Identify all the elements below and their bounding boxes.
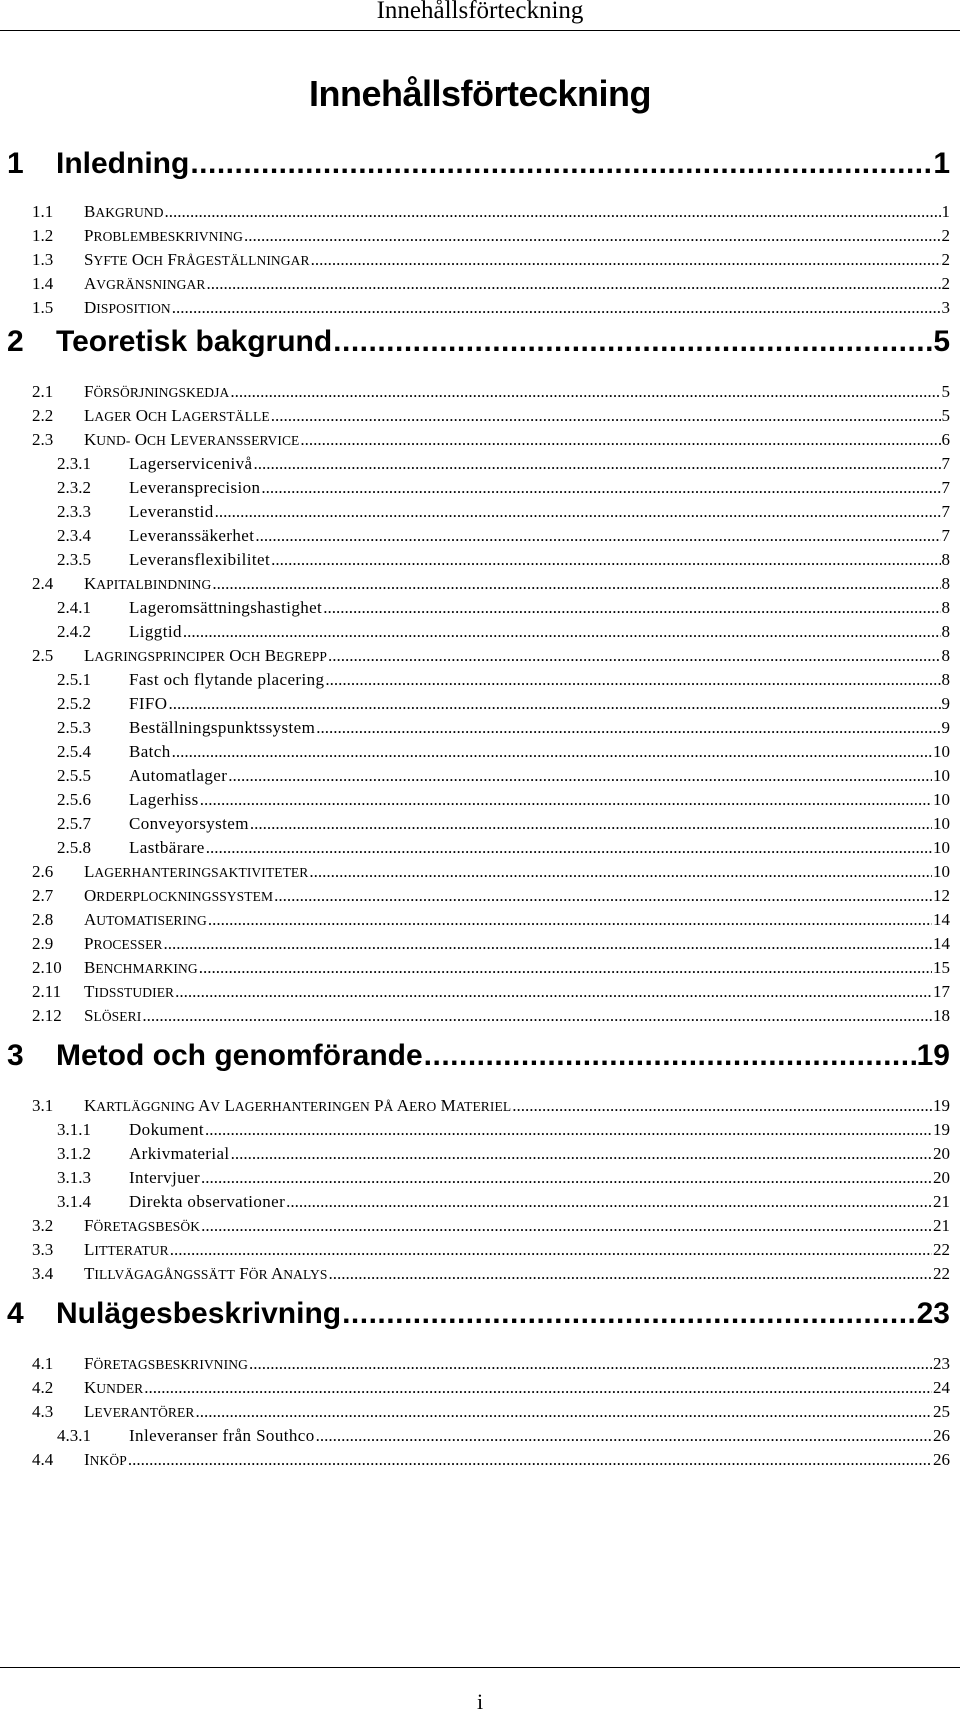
toc-entry-level-3[interactable] — [57, 692, 950, 716]
toc-dot-leader — [142, 1004, 932, 1028]
toc-entry-title: BAKGRUND — [84, 202, 164, 221]
toc-dot-leader — [205, 1118, 932, 1142]
header-rule — [0, 30, 960, 31]
toc-entry-title: LAGRINGSPRINCIPER OCH BEGREPP — [84, 646, 327, 665]
toc-entry-number: 2.3.1 — [57, 454, 91, 473]
toc-entry-level-1[interactable] — [7, 144, 950, 184]
toc-entry-title: FÖRSÖRJNINGSKEDJA — [84, 382, 230, 401]
toc-entry-level-3[interactable] — [57, 788, 950, 812]
toc-entry-level-3[interactable] — [57, 620, 950, 644]
toc-dot-leader — [274, 884, 932, 908]
toc-entry-level-2[interactable] — [32, 1262, 950, 1286]
toc-entry-level-2[interactable] — [32, 1214, 950, 1238]
toc-entry-number: 2.10 — [32, 958, 62, 977]
toc-entry-title: Lageromsättningshastighet — [129, 598, 323, 617]
toc-entry-number: 3.1 — [32, 1096, 54, 1115]
toc-dot-leader — [201, 1166, 932, 1190]
toc-entry-page: 7 — [941, 502, 950, 521]
toc-entry-level-2[interactable] — [32, 1448, 950, 1472]
toc-entry-title: Lagerhiss — [129, 790, 199, 809]
toc-dot-leader — [328, 644, 941, 668]
toc-entry-title: Leveranssäkerhet — [129, 526, 255, 545]
toc-entry-title: Leveransflexibilitet — [129, 550, 271, 569]
toc-entry-number: 3.1.2 — [57, 1144, 91, 1163]
toc-entry-level-1[interactable] — [7, 1294, 950, 1334]
toc-entry-level-2[interactable] — [32, 956, 950, 980]
toc-entry-level-2[interactable] — [32, 644, 950, 668]
toc-entry-level-2[interactable] — [32, 884, 950, 908]
toc-entry-number: 2.3.2 — [57, 478, 91, 497]
toc-entry-number: 2.12 — [32, 1006, 62, 1025]
running-header: Innehållsförteckning — [376, 0, 584, 24]
toc-entry-level-2[interactable] — [32, 404, 950, 428]
toc-entry-title: DISPOSITION — [84, 298, 171, 317]
page-number: i — [476, 1689, 484, 1714]
toc-entry-title: Direkta observationer — [129, 1192, 286, 1211]
toc-entry-number: 2.11 — [32, 982, 62, 1001]
toc-entry-level-2[interactable] — [32, 272, 950, 296]
toc-entry-title: Arkivmaterial — [129, 1144, 230, 1163]
toc-dot-leader — [212, 572, 940, 596]
toc-entry-number: 1.4 — [32, 274, 54, 293]
toc-dot-leader — [208, 908, 932, 932]
toc-entry-title: Beställningspunktssystem — [129, 718, 316, 737]
toc-entry-number: 2.2 — [32, 406, 54, 425]
toc-entry-page: 21 — [933, 1216, 950, 1235]
toc-entry-page: 2 — [941, 226, 950, 245]
toc-entry-title: PROBLEMBESKRIVNING — [84, 226, 243, 245]
toc-dot-leader — [228, 764, 932, 788]
toc-entry-page: 2 — [941, 250, 950, 269]
toc-entry-title: LEVERANTÖRER — [84, 1402, 195, 1421]
toc-entry-level-1[interactable] — [7, 322, 950, 362]
toc-entry-title: KARTLÄGGNING AV LAGERHANTERINGEN PÅ AERO MATERIEL — [84, 1096, 512, 1115]
toc-dot-leader — [165, 200, 941, 224]
toc-entry-number: 2.3.4 — [57, 526, 91, 545]
toc-entry-title: KUNDER — [84, 1378, 144, 1397]
toc-entry-title: Metod och genomförande — [56, 1039, 423, 1072]
toc-entry-number: 2.5.5 — [57, 766, 91, 785]
toc-entry-title: BENCHMARKING — [84, 958, 198, 977]
toc-entry-title: Liggtid — [129, 622, 182, 641]
toc-dot-leader — [206, 836, 932, 860]
toc-entry-title: FIFO — [129, 694, 168, 713]
toc-entry-level-2[interactable] — [32, 1004, 950, 1028]
toc-dot-leader — [201, 1214, 932, 1238]
toc-dot-leader — [190, 144, 932, 184]
toc-entry-title: KAPITALBINDNING — [84, 574, 212, 593]
toc-dot-leader — [175, 980, 932, 1004]
toc-entry-page: 9 — [941, 718, 950, 737]
toc-entry-title: LAGERHANTERINGSAKTIVITETER — [84, 862, 309, 881]
toc-entry-title: Fast och flytande placering — [129, 670, 325, 689]
toc-entry-number: 2.5.2 — [57, 694, 91, 713]
toc-entry-number: 2.9 — [32, 934, 54, 953]
toc-entry-title: TILLVÄGAGÅNGSSÄTT FÖR ANALYS — [84, 1264, 328, 1283]
toc-entry-number: 3.1.3 — [57, 1168, 91, 1187]
toc-entry-number: 2.5.8 — [57, 838, 91, 857]
toc-entry-title: AVGRÄNSNINGAR — [84, 274, 206, 293]
toc-dot-leader — [316, 716, 940, 740]
toc-entry-title: Conveyorsystem — [129, 814, 249, 833]
toc-dot-leader — [168, 692, 940, 716]
toc-entry-number: 3.4 — [32, 1264, 54, 1283]
toc-dot-leader — [215, 500, 941, 524]
toc-entry-number: 2.5.7 — [57, 814, 91, 833]
toc-dot-leader — [311, 248, 941, 272]
toc-entry-page: 10 — [933, 766, 950, 785]
toc-entry-level-1[interactable] — [7, 1036, 950, 1076]
toc-entry-level-3[interactable] — [57, 1424, 950, 1448]
toc-entry-title: Inleveranser från Southco — [129, 1426, 315, 1445]
toc-entry-number: 4.3.1 — [57, 1426, 91, 1445]
toc-dot-leader — [261, 476, 940, 500]
toc-entry-page: 21 — [933, 1192, 950, 1211]
toc-entry-level-2[interactable] — [32, 860, 950, 884]
toc-entry-page: 18 — [933, 1006, 950, 1025]
toc-entry-number: 1.2 — [32, 226, 54, 245]
toc-entry-page: 26 — [933, 1450, 950, 1469]
toc-entry-number: 2.8 — [32, 910, 54, 929]
toc-entry-page: 6 — [941, 430, 950, 449]
toc-entry-page: 8 — [941, 598, 950, 617]
toc-dot-leader — [271, 404, 941, 428]
toc-entry-level-2[interactable] — [32, 908, 950, 932]
toc-entry-level-2[interactable] — [32, 224, 950, 248]
toc-entry-level-3[interactable] — [57, 548, 950, 572]
toc-entry-title: Leveranstid — [129, 502, 214, 521]
toc-entry-level-3[interactable] — [57, 836, 950, 860]
toc-dot-leader — [207, 272, 941, 296]
toc-entry-number: 2.4 — [32, 574, 54, 593]
toc-entry-page: 8 — [941, 550, 950, 569]
toc-entry-title: Intervjuer — [129, 1168, 201, 1187]
toc-entry-level-3[interactable] — [57, 500, 950, 524]
toc-dot-leader — [231, 1142, 932, 1166]
toc-entry-level-3[interactable] — [57, 1118, 950, 1142]
toc-entry-page: 22 — [933, 1240, 950, 1259]
toc-entry-number: 2 — [7, 325, 24, 358]
toc-entry-page: 10 — [933, 838, 950, 857]
toc-entry-number: 2.4.2 — [57, 622, 91, 641]
toc-entry-title: Teoretisk bakgrund — [56, 325, 333, 358]
toc-dot-leader — [164, 932, 932, 956]
toc-entry-number: 3.1.4 — [57, 1192, 91, 1211]
toc-entry-number: 4.1 — [32, 1354, 54, 1373]
toc-dot-leader — [309, 860, 932, 884]
toc-entry-number: 2.6 — [32, 862, 54, 881]
toc-entry-page: 8 — [941, 646, 950, 665]
toc-entry-page: 19 — [916, 1039, 950, 1072]
toc-entry-title: Inledning — [56, 147, 190, 180]
toc-entry-level-3[interactable] — [57, 716, 950, 740]
toc-entry-number: 3.2 — [32, 1216, 54, 1235]
toc-entry-level-2[interactable] — [32, 248, 950, 272]
toc-entry-page: 14 — [933, 934, 950, 953]
toc-dot-leader — [300, 428, 940, 452]
toc-dot-leader — [144, 1376, 932, 1400]
toc-entry-level-3[interactable] — [57, 668, 950, 692]
toc-entry-title: Dokument — [129, 1120, 204, 1139]
toc-entry-level-3[interactable] — [57, 1190, 950, 1214]
toc-entry-level-3[interactable] — [57, 596, 950, 620]
toc-entry-page: 1 — [941, 202, 950, 221]
toc-entry-title: TIDSSTUDIER — [84, 982, 175, 1001]
toc-entry-page: 5 — [941, 406, 950, 425]
toc-entry-page: 7 — [941, 478, 950, 497]
toc-dot-leader — [255, 524, 940, 548]
toc-entry-level-2[interactable] — [32, 980, 950, 1004]
toc-entry-page: 10 — [933, 790, 950, 809]
toc-dot-leader — [249, 1352, 932, 1376]
toc-entry-page: 14 — [933, 910, 950, 929]
toc-entry-level-2[interactable] — [32, 932, 950, 956]
toc-entry-page: 26 — [933, 1426, 950, 1445]
toc-entry-number: 1.1 — [32, 202, 54, 221]
toc-entry-page: 3 — [941, 298, 950, 317]
toc-entry-page: 2 — [941, 274, 950, 293]
toc-entry-page: 7 — [941, 454, 950, 473]
toc-entry-number: 3 — [7, 1039, 24, 1072]
toc-entry-level-2[interactable] — [32, 572, 950, 596]
toc-entry-title: Nulägesbeskrivning — [56, 1297, 342, 1330]
toc-entry-page: 20 — [933, 1144, 950, 1163]
toc-entry-level-2[interactable] — [32, 380, 950, 404]
toc-entry-number: 4.3 — [32, 1402, 54, 1421]
toc-entry-number: 2.5 — [32, 646, 54, 665]
toc-entry-title: Automatlager — [129, 766, 228, 785]
toc-entry-title: Lastbärare — [129, 838, 205, 857]
toc-dot-leader — [199, 956, 932, 980]
toc-dot-leader — [172, 740, 932, 764]
toc-entry-page: 7 — [941, 526, 950, 545]
toc-entry-level-3[interactable] — [57, 740, 950, 764]
toc-dot-leader — [286, 1190, 932, 1214]
toc-entry-title: PROCESSER — [84, 934, 163, 953]
toc-entry-page: 19 — [933, 1120, 950, 1139]
toc-entry-number: 2.3.5 — [57, 550, 91, 569]
toc-entry-title: ORDERPLOCKNINGSSYSTEM — [84, 886, 274, 905]
toc-entry-number: 3.3 — [32, 1240, 54, 1259]
toc-dot-leader — [323, 596, 940, 620]
toc-entry-number: 4.2 — [32, 1378, 54, 1397]
toc-entry-level-2[interactable] — [32, 1238, 950, 1262]
toc-entry-title: Leveransprecision — [129, 478, 261, 497]
toc-entry-level-3[interactable] — [57, 476, 950, 500]
toc-dot-leader — [328, 1262, 932, 1286]
toc-dot-leader — [244, 224, 941, 248]
toc-entry-number: 4.4 — [32, 1450, 54, 1469]
toc-dot-leader — [200, 788, 932, 812]
toc-entry-page: 12 — [933, 886, 950, 905]
toc-entry-level-2[interactable] — [32, 1376, 950, 1400]
toc-entry-page: 1 — [933, 147, 950, 180]
toc-dot-leader — [250, 812, 932, 836]
toc-entry-number: 2.1 — [32, 382, 54, 401]
footer-rule — [0, 1667, 960, 1668]
toc-entry-title: INKÖP — [84, 1450, 127, 1469]
toc-entry-title: FÖRETAGSBESKRIVNING — [84, 1354, 248, 1373]
toc-entry-number: 2.5.6 — [57, 790, 91, 809]
toc-entry-page: 8 — [941, 574, 950, 593]
toc-entry-number: 2.7 — [32, 886, 54, 905]
toc-entry-page: 10 — [933, 862, 950, 881]
toc-entry-number: 2.3 — [32, 430, 54, 449]
toc-dot-leader — [128, 1448, 932, 1472]
page-title: Innehållsförteckning — [308, 73, 652, 114]
toc-entry-number: 3.1.1 — [57, 1120, 91, 1139]
toc-entry-level-3[interactable] — [57, 452, 950, 476]
toc-entry-page: 25 — [933, 1402, 950, 1421]
toc-entry-page: 8 — [941, 670, 950, 689]
toc-entry-page: 10 — [933, 742, 950, 761]
toc-entry-page: 22 — [933, 1264, 950, 1283]
toc-entry-page: 23 — [933, 1354, 950, 1373]
toc-dot-leader — [342, 1294, 916, 1334]
toc-entry-number: 2.5.3 — [57, 718, 91, 737]
toc-entry-level-3[interactable] — [57, 524, 950, 548]
toc-entry-page: 15 — [933, 958, 950, 977]
toc-dot-leader — [230, 380, 940, 404]
toc-dot-leader — [271, 548, 940, 572]
toc-entry-title: KUND- OCH LEVERANSSERVICE — [84, 430, 300, 449]
toc-entry-number: 1.3 — [32, 250, 54, 269]
toc-dot-leader — [172, 296, 941, 320]
toc-dot-leader — [424, 1036, 916, 1076]
toc-entry-number: 2.5.1 — [57, 670, 91, 689]
toc-entry-number: 1 — [7, 147, 24, 180]
toc-entry-title: LAGER OCH LAGERSTÄLLE — [84, 406, 270, 425]
toc-entry-title: Lagerservicenivå — [129, 454, 253, 473]
toc-entry-number: 1.5 — [32, 298, 54, 317]
toc-entry-title: LITTERATUR — [84, 1240, 169, 1259]
toc-entry-page: 20 — [933, 1168, 950, 1187]
toc-entry-level-3[interactable] — [57, 764, 950, 788]
toc-entry-page: 5 — [941, 382, 950, 401]
toc-entry-level-2[interactable] — [32, 1400, 950, 1424]
toc-entry-level-2[interactable] — [32, 1352, 950, 1376]
toc-entry-page: 23 — [916, 1297, 950, 1330]
toc-entry-level-2[interactable] — [32, 296, 950, 320]
toc-entry-title: SLÖSERI — [84, 1006, 142, 1025]
toc-entry-page: 9 — [941, 694, 950, 713]
toc-dot-leader — [333, 322, 932, 362]
toc-entry-title: AUTOMATISERING — [84, 910, 207, 929]
toc-entry-page: 8 — [941, 622, 950, 641]
toc-dot-leader — [512, 1094, 932, 1118]
toc-entry-level-2[interactable] — [32, 1094, 950, 1118]
toc-entry-page: 5 — [933, 325, 950, 358]
toc-dot-leader — [253, 452, 940, 476]
toc-entry-number: 2.3.3 — [57, 502, 91, 521]
toc-dot-leader — [325, 668, 940, 692]
toc-dot-leader — [196, 1400, 933, 1424]
toc-entry-number: 4 — [7, 1297, 24, 1330]
toc-entry-title: FÖRETAGSBESÖK — [84, 1216, 201, 1235]
toc-entry-number: 2.4.1 — [57, 598, 91, 617]
toc-dot-leader — [183, 620, 941, 644]
toc-entry-page: 10 — [933, 814, 950, 833]
toc-entry-page: 24 — [933, 1378, 950, 1397]
toc-dot-leader — [170, 1238, 932, 1262]
toc-entry-title: SYFTE OCH FRÅGESTÄLLNINGAR — [84, 250, 310, 269]
toc-dot-leader — [316, 1424, 932, 1448]
toc-entry-level-2[interactable] — [32, 428, 950, 452]
toc-entry-number: 2.5.4 — [57, 742, 91, 761]
toc-entry-page: 17 — [933, 982, 950, 1001]
toc-entry-page: 19 — [933, 1096, 950, 1115]
toc-entry-level-3[interactable] — [57, 1166, 950, 1190]
toc-entry-title: Batch — [129, 742, 171, 761]
toc-entry-level-3[interactable] — [57, 1142, 950, 1166]
toc-entry-level-3[interactable] — [57, 812, 950, 836]
toc-entry-level-2[interactable] — [32, 200, 950, 224]
